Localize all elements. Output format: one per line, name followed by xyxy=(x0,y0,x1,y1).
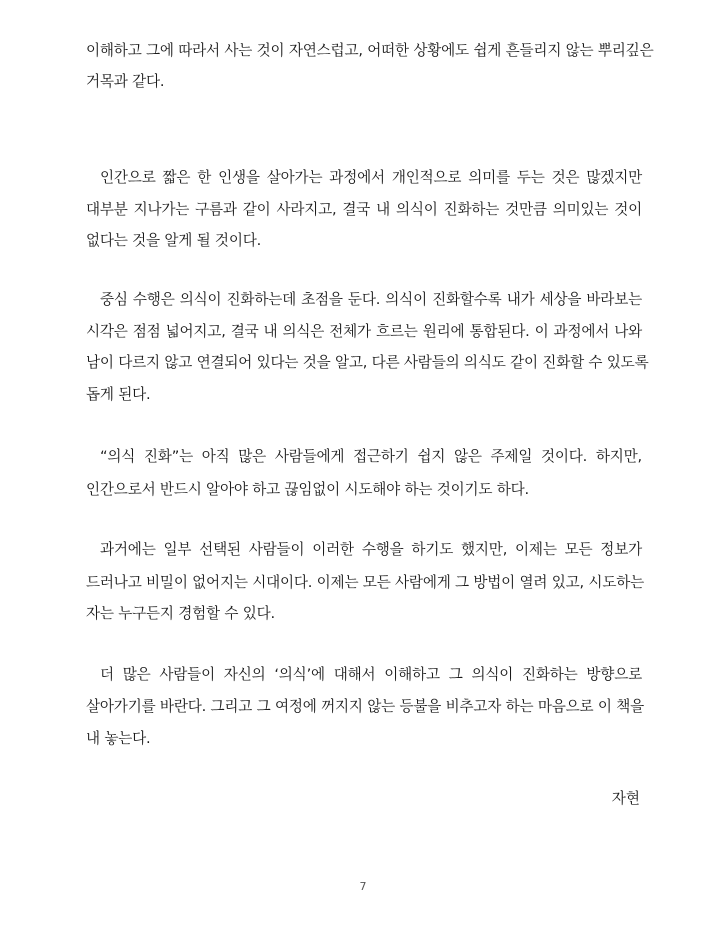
paragraph-3-line-1: 중심 수행은 의식이 진화하는데 초점을 둔다. 의식이 진화할수록 내가 세상을 바라보는 xyxy=(100,291,642,308)
paragraph-3-line-3: 남이 다르지 않고 연결되어 있다는 것을 알고, 다른 사람들의 의식도 같이 진화할 수 있도록 xyxy=(86,354,649,371)
paragraph-6-line-1: 더 많은 사람들이 자신의 ‘의식’에 대해서 이해하고 그 의식이 진화하는 방향으로 xyxy=(100,666,642,683)
paragraph-1-line-1: 이해하고 그에 따라서 사는 것이 자연스럽고, 어떠한 상황에도 쉽게 흔들리지 않는 뿌리깊은 xyxy=(86,42,654,59)
paragraph-1-line-2: 거목과 같다. xyxy=(86,73,165,90)
page-number: 7 xyxy=(359,880,367,893)
author-signature: 자현 xyxy=(611,790,640,807)
paragraph-5-line-1: 과거에는 일부 선택된 사람들이 이러한 수행을 하기도 했지만, 이제는 모든 정보가 xyxy=(100,541,642,558)
paragraph-6-line-3: 내 놓는다. xyxy=(86,730,151,747)
paragraph-4-line-2: 인간으로서 반드시 알아야 하고 끊임없이 시도해야 하는 것이기도 하다. xyxy=(86,481,529,498)
paragraph-2-line-1: 인간으로 짧은 한 인생을 살아가는 과정에서 개인적으로 의미를 두는 것은 많겠지만 xyxy=(100,169,642,186)
paragraph-5-line-3: 자는 누구든지 경험할 수 있다. xyxy=(86,605,275,622)
paragraph-3-line-2: 시각은 점점 넓어지고, 결국 내 의식은 전체가 흐르는 원리에 통합된다. 이 과정에서 나와 xyxy=(86,323,642,340)
paragraph-2-line-3: 없다는 것을 알게 될 것이다. xyxy=(86,232,262,249)
paragraph-2-line-2: 대부분 지나가는 구름과 같이 사라지고, 결국 내 의식이 진화하는 것만큼 의미있는 것이 xyxy=(86,201,642,218)
paragraph-4-line-1: “의식 진화”는 아직 많은 사람들에게 접근하기 쉽지 않은 주제일 것이다. 하지만, xyxy=(100,448,642,465)
paragraph-3-line-4: 돕게 된다. xyxy=(86,386,151,403)
paragraph-6-line-2: 살아가기를 바란다. 그리고 그 여정에 꺼지지 않는 등불을 비추고자 하는 마음으로 이 책을 xyxy=(86,698,645,715)
paragraph-5-line-2: 드러나고 비밀이 없어지는 시대이다. 이제는 모든 사람에게 그 방법이 열려 있고, 시도하는 xyxy=(86,574,645,591)
